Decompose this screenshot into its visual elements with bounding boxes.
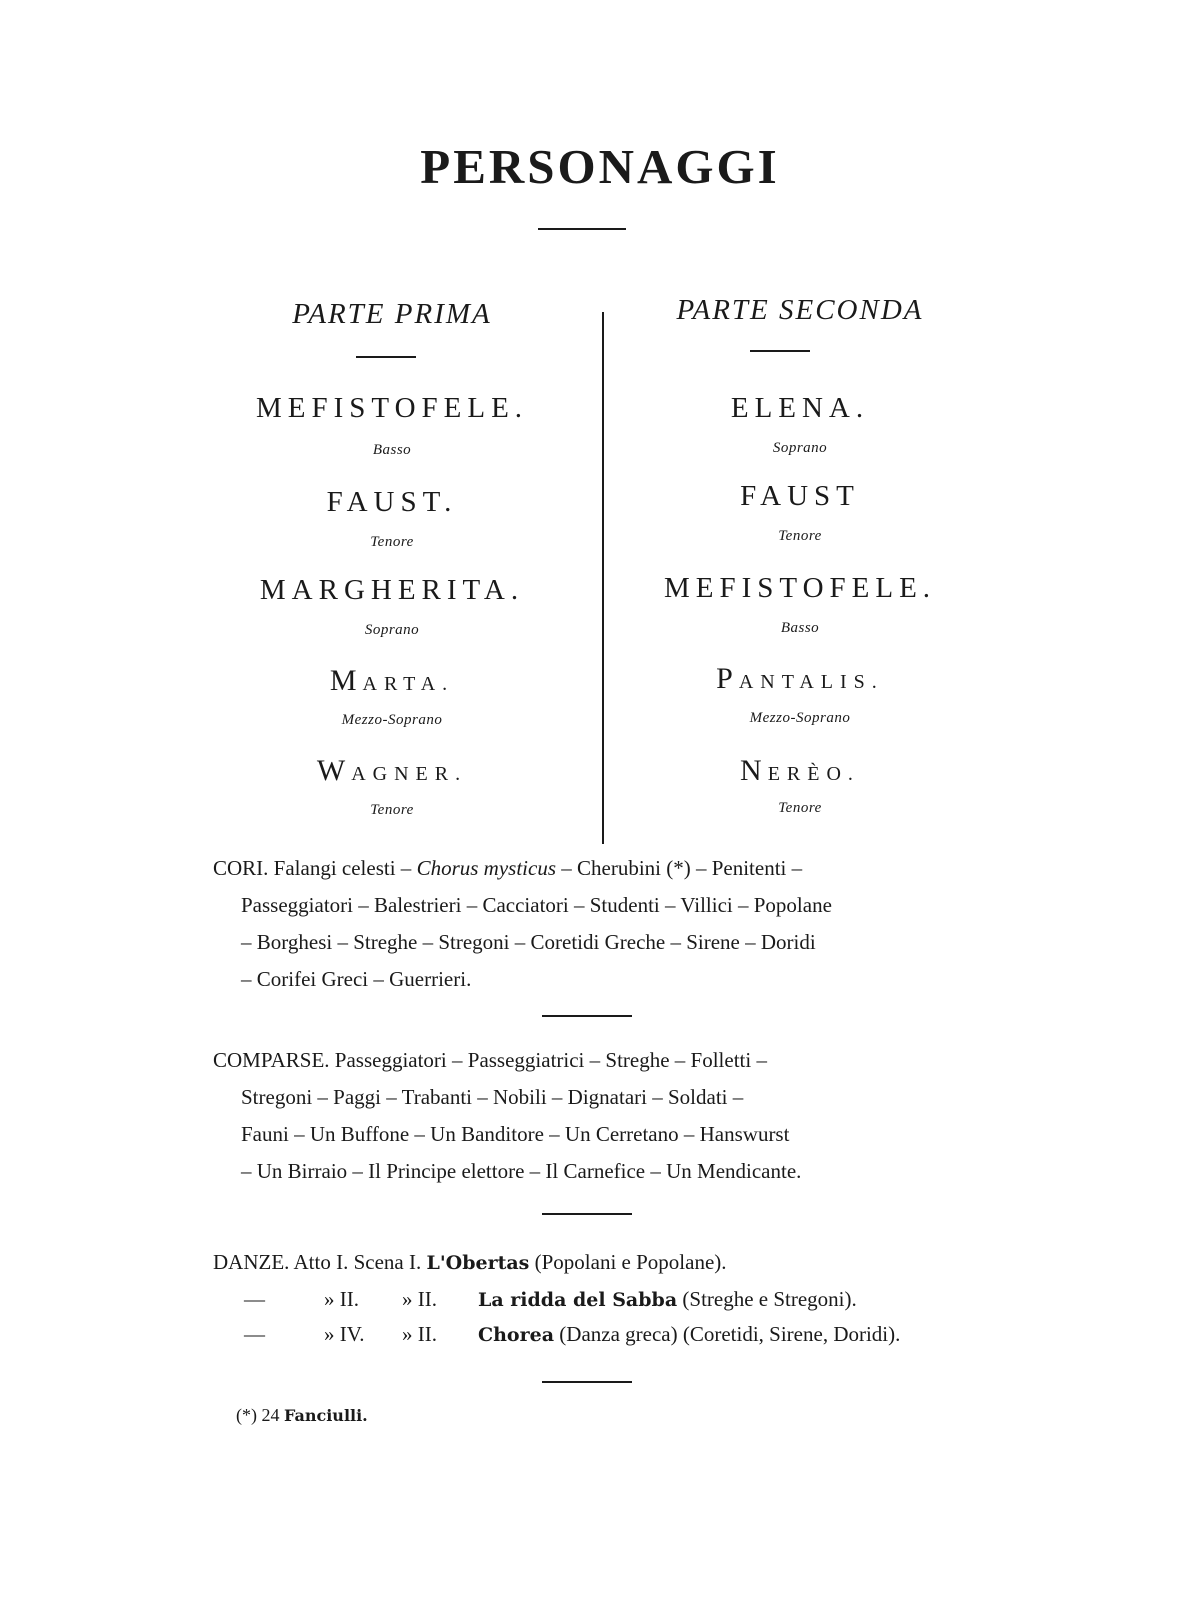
dance-row: DANZE. Atto I. Scena I. L'Obertas (Popolani e Popolane).	[213, 1250, 727, 1274]
character-name: ELENA.	[730, 392, 870, 424]
cori-line: – Borghesi – Streghe – Stregoni – Coretidi Greche – Sirene – Doridi	[241, 930, 816, 954]
cori-line: CORI. Falangi celesti – Chorus mysticus – Cherubini (*) – Penitenti –	[213, 856, 803, 880]
voice-type: Tenore	[778, 528, 822, 544]
part-one-rule	[356, 356, 416, 358]
character-name: MARTA.	[329, 664, 455, 697]
character-name: MEFISTOFELE.	[255, 392, 529, 424]
cori-line: Passeggiatori – Balestrieri – Cacciatori – Studenti – Villici – Popolane	[241, 893, 832, 917]
page-title: PERSONAGGI	[420, 139, 780, 194]
cori-paragraph	[213, 850, 988, 998]
part-one-heading: PARTE PRIMA	[292, 298, 492, 330]
comparse-line: COMPARSE. Passeggiatori – Passeggiatrici – Streghe – Folletti –	[213, 1048, 767, 1072]
voice-type: Mezzo-Soprano	[749, 710, 851, 726]
section-rule	[542, 1381, 632, 1383]
section-rule	[542, 1213, 632, 1215]
character-name: WAGNER.	[316, 754, 468, 787]
voice-type: Tenore	[370, 534, 414, 550]
voice-type: Soprano	[772, 440, 828, 456]
part-two-rule	[750, 350, 810, 352]
footnote: (*) 24 Fanciulli.	[236, 1405, 368, 1425]
voice-type: Basso	[780, 620, 820, 636]
comparse-line: Stregoni – Paggi – Trabanti – Nobili – Dignatari – Soldati –	[241, 1085, 744, 1109]
voice-type: Basso	[372, 442, 412, 458]
part-two-heading: PARTE SECONDA	[676, 294, 924, 326]
character-name: MEFISTOFELE.	[663, 572, 937, 604]
character-name: FAUST.	[326, 486, 458, 518]
character-name: PANTALIS.	[716, 662, 884, 695]
comparse-line: Fauni – Un Buffone – Un Banditore – Un Cerretano – Hanswurst	[241, 1122, 790, 1146]
section-rule	[542, 1015, 632, 1017]
comparse-line: – Un Birraio – Il Principe elettore – Il Carnefice – Un Mendicante.	[241, 1159, 802, 1183]
dance-row: — » IV. » II. Chorea (Danza greca) (Coretidi, Sirene, Doridi).	[244, 1322, 901, 1346]
part-one-column	[182, 0, 602, 850]
character-name: FAUST	[740, 480, 860, 512]
voice-type: Tenore	[778, 800, 822, 816]
cori-line: – Corifei Greci – Guerrieri.	[241, 967, 472, 991]
part-two-column	[590, 0, 1010, 850]
dance-row: — » II. » II. La ridda del Sabba (Streghe e Stregoni).	[244, 1287, 857, 1311]
comparse-paragraph	[213, 1042, 988, 1190]
voice-type: Soprano	[364, 622, 420, 638]
voice-type: Tenore	[370, 802, 414, 818]
voice-type: Mezzo-Soprano	[341, 712, 443, 728]
character-name: NERÈO.	[740, 754, 860, 787]
character-name: MARGHERITA.	[259, 574, 525, 606]
